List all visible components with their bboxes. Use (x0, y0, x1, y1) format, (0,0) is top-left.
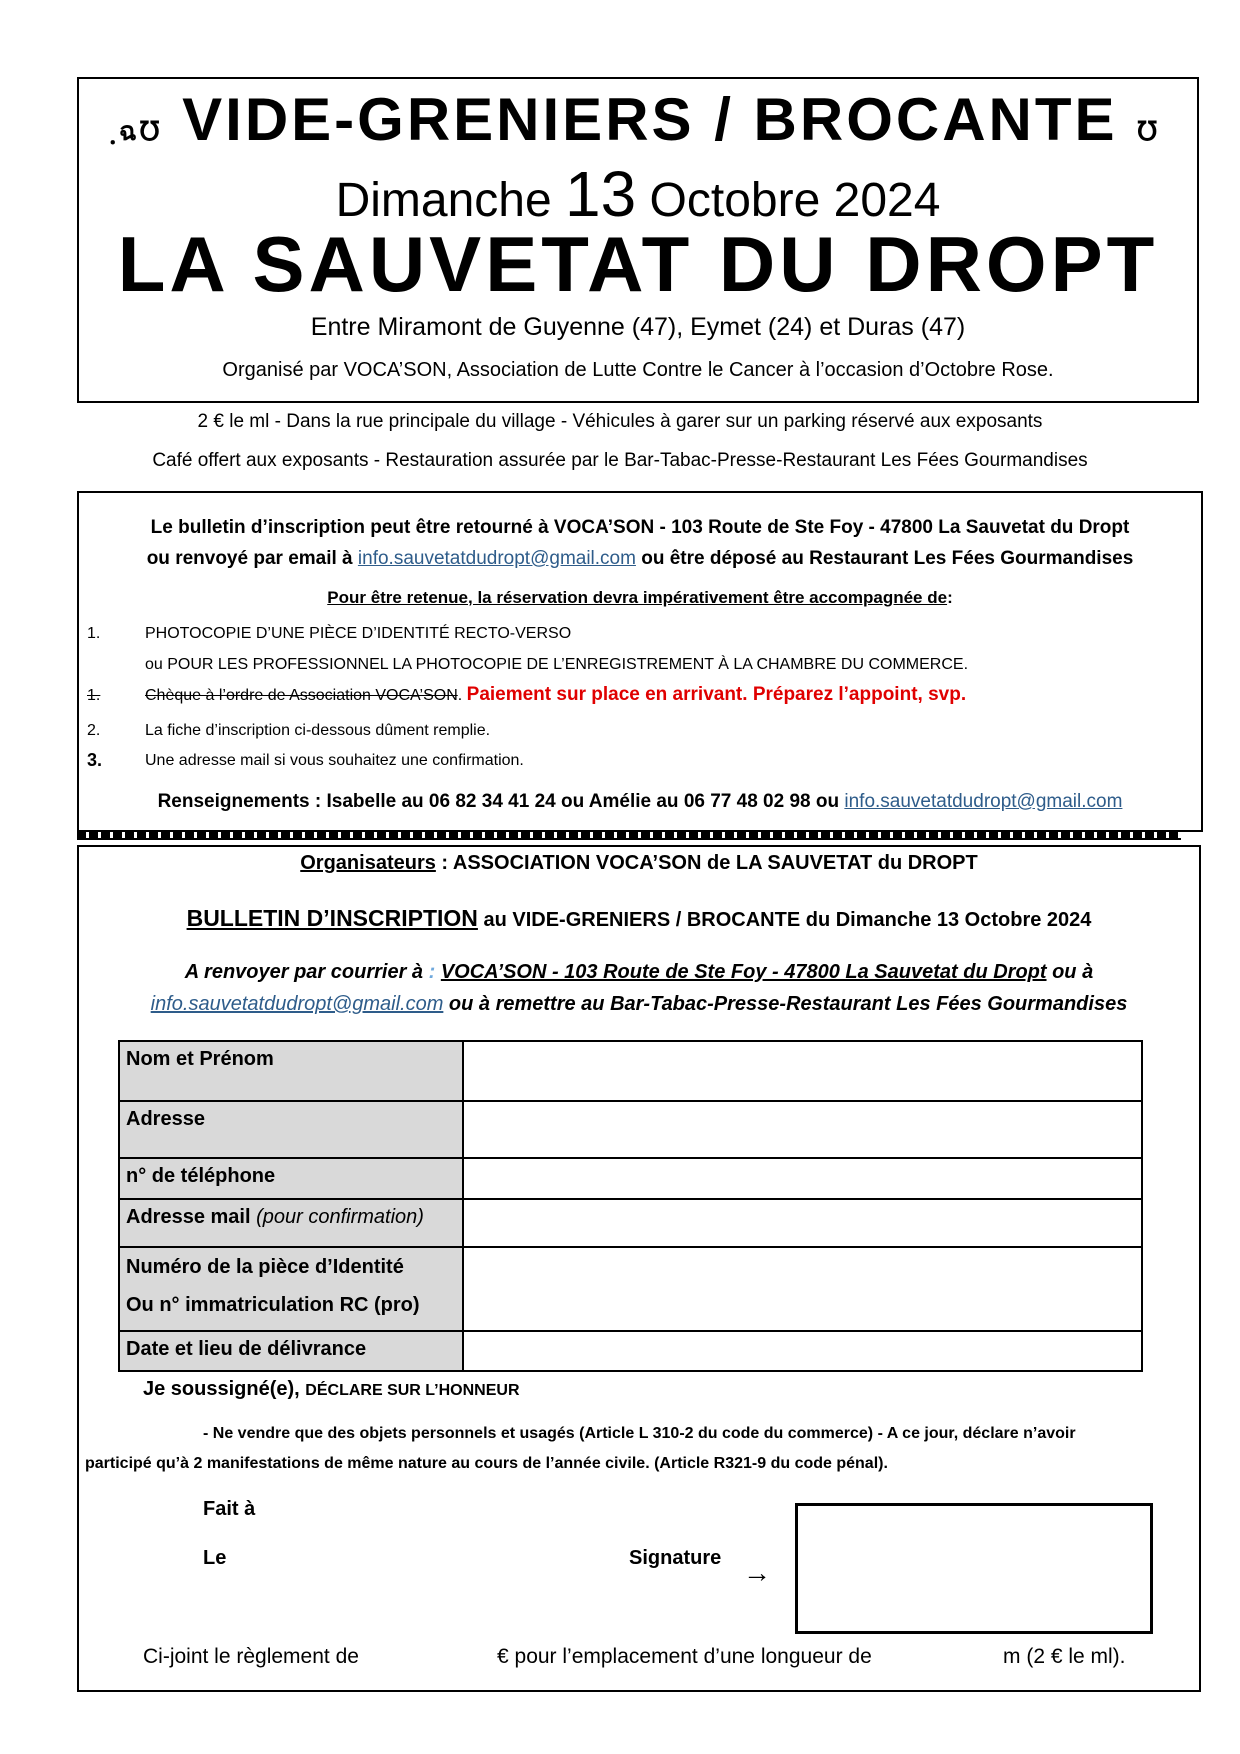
event-location: Entre Miramont de Guyenne (47), Eymet (24) et Duras (47) (310, 313, 966, 341)
send-line-2: info.sauvetatdudropt@gmail.com ou à remettre au Bar-Tabac-Presse-Restaurant Les Fées Gourmandises (150, 993, 1128, 1015)
declaration-line-2: participé qu’à 2 manifestations de même nature au cours de l’année civile. (Article R321-9 du code pénal). (85, 1455, 888, 1472)
item-number: 2. (87, 722, 101, 739)
organizers-line: Organisateurs : ASSOCIATION VOCA’SON de LA SAUVETAT du DROPT (300, 852, 978, 874)
item-text: Chèque à l’ordre de Association VOCA’SON. Paiement sur place en arrivant. Préparez l’appoint, svp. (145, 684, 967, 705)
signature-label: Signature (629, 1547, 722, 1569)
cut-line-divider (77, 830, 1181, 840)
id-number-field[interactable] (463, 1247, 1142, 1331)
phone-field[interactable] (463, 1158, 1142, 1199)
item-number: 1. (87, 687, 101, 704)
email-link[interactable]: info.sauvetatdudropt@gmail.com (357, 548, 636, 569)
item-number: 1. (87, 625, 101, 642)
address-field[interactable] (463, 1101, 1142, 1158)
requirement-heading: Pour être retenue, la réservation devra impérativement être accompagnée de: (327, 588, 953, 607)
send-line-1: A renvoyer par courrier à : VOCA’SON - 103 Route de Ste Foy - 47800 La Sauvetat du Dropt ou à (184, 961, 1094, 983)
item-text: La fiche d’inscription ci-dessous dûment remplie. (145, 722, 491, 739)
place-label: Fait à (203, 1498, 256, 1520)
field-label: Date et lieu de délivrance (119, 1331, 463, 1371)
payment-text-2: € pour l’emplacement d’une longueur de (497, 1645, 872, 1668)
declaration-heading: Je soussigné(e), DÉCLARE SUR L’HONNEUR (143, 1378, 520, 1400)
info-line-2: Café offert aux exposants - Restauration assurée par le Bar-Tabac-Presse-Restaurant Les Fées Gourmandises (152, 450, 1088, 471)
ornament-icon: ℧ (1137, 116, 1161, 146)
table-row (119, 1101, 1142, 1158)
declaration-line-1: - Ne vendre que des objets personnels et usagés (Article L 310-2 du code du commerce) - A ce jour, déclare n’avoir (203, 1425, 1076, 1442)
item-text: PHOTOCOPIE D’UNE PIÈCE D’IDENTITÉ RECTO-VERSO (145, 625, 572, 642)
field-label: n° de téléphone (119, 1158, 463, 1199)
arrow-right-icon: → (743, 1557, 771, 1588)
email-field[interactable] (463, 1199, 1142, 1247)
table-row (119, 1041, 1142, 1101)
item-text: Une adresse mail si vous souhaitez une confirmation. (145, 752, 524, 769)
name-field[interactable] (463, 1041, 1142, 1101)
date-label: Le (203, 1547, 227, 1569)
event-town: LA SAUVETAT DU DROPT (117, 220, 1159, 308)
event-title: ฺฉ℧ VIDE-GRENIERS / BROCANTE ℧ (115, 86, 1161, 153)
instructions-box (77, 491, 1203, 832)
issue-date-place-field[interactable] (463, 1331, 1142, 1371)
payment-text-1: Ci-joint le règlement de (143, 1645, 359, 1668)
bulletin-title: BULLETIN D’INSCRIPTION au VIDE-GRENIERS / BROCANTE du Dimanche 13 Octobre 2024 (186, 905, 1092, 931)
item-number: 3. (87, 750, 103, 770)
field-label: Adresse mail (pour confirmation) (119, 1199, 463, 1247)
event-organizer: Organisé par VOCA’SON, Association de Lutte Contre le Cancer à l’occasion d’Octobre Rose. (222, 359, 1054, 381)
table-row (119, 1199, 1142, 1247)
email-line: ou renvoyé par email à info.sauvetatdudropt@gmail.com ou être déposé au Restaurant Les Fées Gourmandises (146, 548, 1134, 569)
field-label: Adresse (119, 1101, 463, 1158)
signature-box[interactable] (795, 1503, 1153, 1634)
field-label: Numéro de la pièce d’Identité Ou n° immatriculation RC (pro) (119, 1247, 463, 1331)
header-box (77, 77, 1199, 403)
table-row (119, 1331, 1142, 1371)
table-row (119, 1247, 1142, 1331)
info-line-1: 2 € le ml - Dans la rue principale du village - Véhicules à garer sur un parking réservé aux exposants (197, 411, 1043, 432)
registration-table (118, 1040, 1143, 1372)
contact-line: Renseignements : Isabelle au 06 82 34 41 24 ou Amélie au 06 77 48 02 98 ou info.sauvetatdudropt@gmail.com (157, 791, 1123, 812)
return-address-text: Le bulletin d’inscription peut être retourné à VOCA’SON - 103 Route de Ste Foy - 47800 La Sauvetat du Dropt (150, 517, 1130, 538)
send-email-link[interactable]: info.sauvetatdudropt@gmail.com (150, 993, 444, 1015)
contact-email-link[interactable]: info.sauvetatdudropt@gmail.com (844, 791, 1123, 812)
table-row (119, 1158, 1142, 1199)
ornament-icon: ฺฉ℧ (115, 116, 163, 146)
field-label: Nom et Prénom (119, 1041, 463, 1101)
item-text: ou POUR LES PROFESSIONNEL LA PHOTOCOPIE DE L’ENREGISTREMENT À LA CHAMBRE DU COMMERCE. (145, 656, 969, 673)
event-date: Dimanche 13 Octobre 2024 (335, 158, 941, 230)
payment-text-3: m (2 € le ml). (1003, 1645, 1126, 1668)
